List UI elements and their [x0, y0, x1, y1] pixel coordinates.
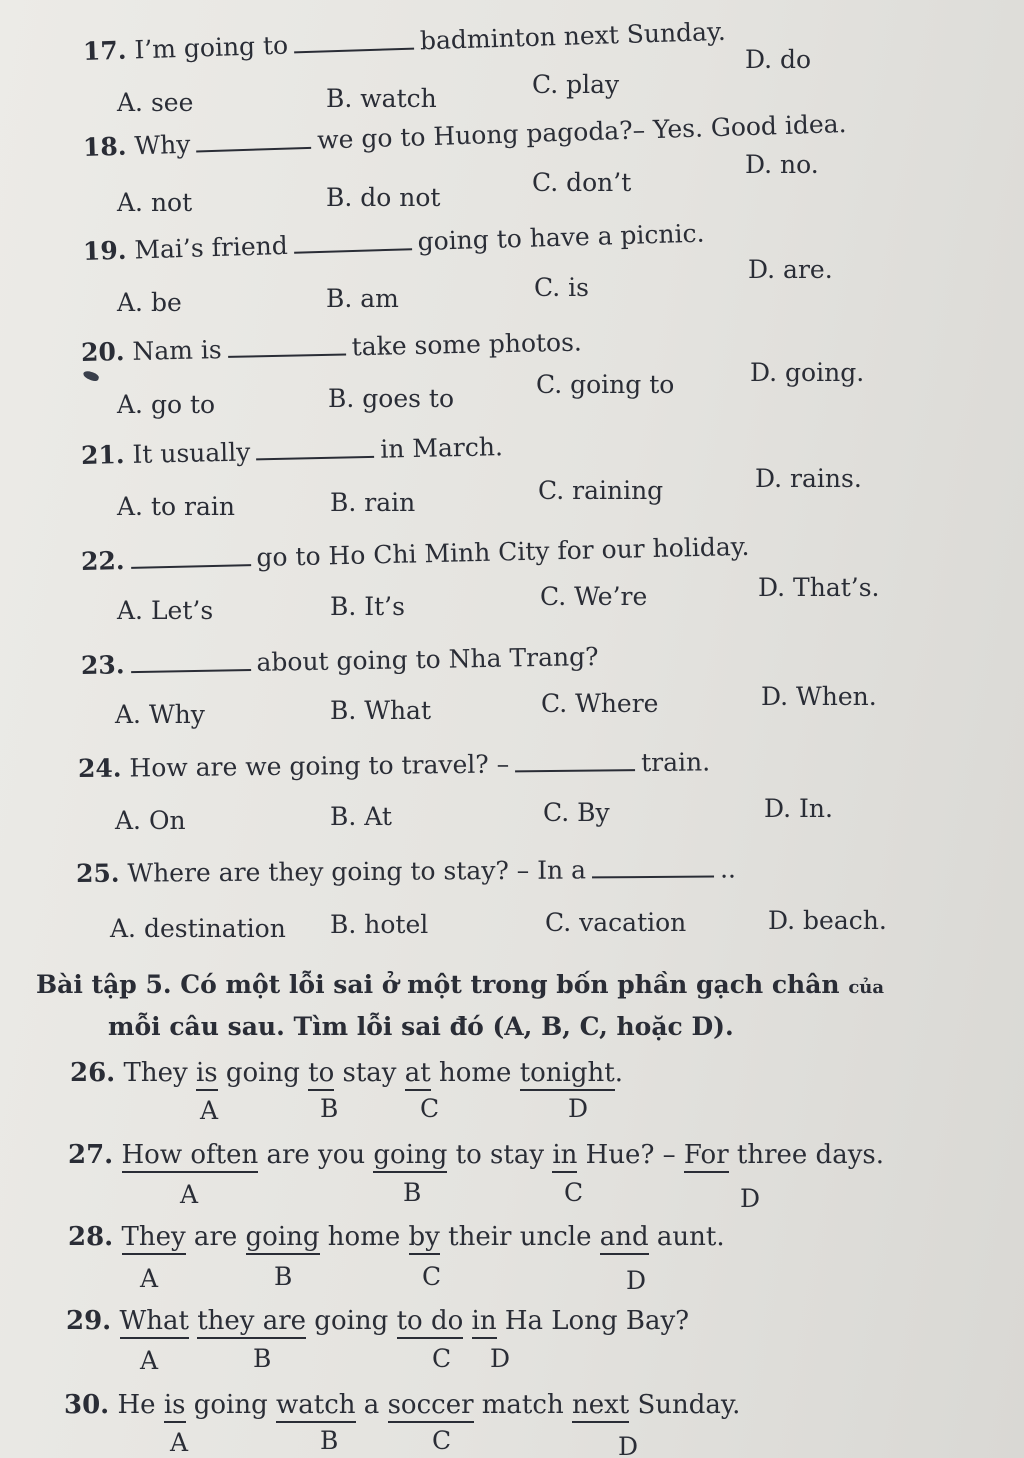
option-20a: A. go to [117, 390, 216, 419]
letter-a: A [140, 1346, 159, 1375]
underline-c: in [552, 1140, 577, 1173]
letter-d: D [618, 1432, 639, 1458]
underline-d: and [600, 1222, 649, 1255]
option-19b: B. am [326, 284, 399, 313]
option-24b: B. At [330, 802, 392, 831]
underline-a: is [196, 1058, 218, 1091]
option-18a: A. not [117, 188, 193, 217]
option-19a: A. be [117, 288, 182, 317]
underline-b: going [373, 1140, 447, 1173]
question-23: 23. about going to Nha Trang? [80, 641, 599, 680]
letter-a: A [200, 1096, 219, 1125]
underline-b: they are [197, 1306, 306, 1339]
letter-d: D [740, 1184, 761, 1213]
letter-a: A [170, 1428, 189, 1457]
option-20d: D. going. [750, 358, 865, 387]
option-21b: B. rain [330, 488, 416, 517]
letter-a: A [180, 1180, 199, 1209]
underline-d: For [684, 1140, 729, 1173]
underline-b: watch [276, 1390, 356, 1423]
letter-b: B [403, 1178, 422, 1207]
option-18c: C. don’t [532, 168, 632, 197]
letter-c: C [432, 1344, 452, 1373]
letter-b: B [320, 1094, 339, 1123]
question-20: 20. Nam is take some photos. [80, 327, 583, 367]
option-25c: C. vacation [545, 908, 687, 937]
error-sentence-27: 27. How often are you going to stay in Hue? – For three days. [68, 1140, 884, 1170]
option-21d: D. rains. [755, 464, 862, 493]
option-20c: C. going to [536, 370, 675, 399]
underline-d: in [472, 1306, 497, 1339]
question-18: 18. Why we go to Huong pagoda?– Yes. Good idea. [82, 109, 847, 162]
underline-c: at [405, 1058, 431, 1091]
error-sentence-30: 30. He is going watch a soccer match next Sunday. [64, 1390, 740, 1420]
option-20b: B. goes to [328, 384, 454, 413]
option-24d: D. In. [764, 794, 833, 823]
letter-a: A [140, 1264, 159, 1293]
question-24: 24. How are we going to travel? – train. [77, 747, 711, 783]
option-24c: C. By [543, 798, 610, 827]
underline-c: soccer [388, 1390, 474, 1423]
option-17b: B. watch [326, 84, 437, 113]
option-21c: C. raining [538, 476, 664, 505]
option-22a: A. Let’s [117, 596, 214, 625]
underline-d: tonight [520, 1058, 615, 1091]
option-24a: A. On [115, 806, 186, 835]
underline-b: going [246, 1222, 320, 1255]
underline-c: by [409, 1222, 440, 1255]
option-25b: B. hotel [330, 910, 429, 939]
letter-b: B [274, 1262, 293, 1291]
option-17c: C. play [532, 70, 620, 99]
option-22d: D. That’s. [758, 573, 880, 602]
letter-b: B [320, 1426, 339, 1455]
underline-a: is [164, 1390, 186, 1423]
option-23b: B. What [330, 696, 432, 725]
question-19: 19. Mai’s friend going to have a picnic. [82, 218, 705, 266]
option-17d: D. do [745, 45, 812, 74]
option-25a: A. destination [110, 914, 286, 943]
option-18b: B. do not [326, 183, 441, 212]
exercise-heading-line2: mỗi câu sau. Tìm lỗi sai đó (A, B, C, hoặc D). [108, 1012, 734, 1041]
option-17a: A. see [117, 88, 194, 117]
letter-d: D [626, 1266, 647, 1295]
letter-d: D [490, 1344, 511, 1373]
exercise-heading: Bài tập 5. Có một lỗi sai ở một trong bốn phần gạch chân của [36, 970, 885, 999]
option-18d: D. no. [745, 150, 819, 179]
question-21: 21. It usually in March. [80, 432, 504, 470]
ink-mark [82, 370, 100, 383]
option-25d: D. beach. [768, 906, 887, 935]
option-22b: B. It’s [330, 592, 405, 621]
underline-a: They [122, 1222, 186, 1255]
question-22: 22. go to Ho Chi Minh City for our holiday. [80, 531, 750, 576]
question-25: 25. Where are they going to stay? – In a .. [75, 854, 737, 888]
error-sentence-26: 26. They is going to stay at home tonight. [70, 1058, 623, 1088]
error-sentence-28: 28. They are going home by their uncle and aunt. [68, 1222, 725, 1252]
underline-a: How often [122, 1140, 259, 1173]
underline-a: What [120, 1306, 189, 1339]
option-22c: C. We’re [540, 582, 648, 611]
option-19c: C. is [534, 273, 589, 302]
letter-c: C [420, 1094, 440, 1123]
underline-b: to [308, 1058, 334, 1091]
option-19d: D. are. [748, 255, 833, 284]
letter-c: C [564, 1178, 584, 1207]
option-21a: A. to rain [117, 492, 235, 521]
letter-b: B [253, 1344, 272, 1373]
underline-c: to do [397, 1306, 464, 1339]
letter-c: C [432, 1426, 452, 1455]
letter-d: D [568, 1094, 589, 1123]
option-23a: A. Why [115, 700, 205, 729]
question-17: 17. I’m going to badminton next Sunday. [82, 16, 727, 66]
letter-c: C [422, 1262, 442, 1291]
option-23c: C. Where [541, 689, 659, 718]
error-sentence-29: 29. What they are going to do in Ha Long Bay? [66, 1306, 689, 1336]
underline-d: next [572, 1390, 629, 1423]
option-23d: D. When. [761, 682, 877, 711]
